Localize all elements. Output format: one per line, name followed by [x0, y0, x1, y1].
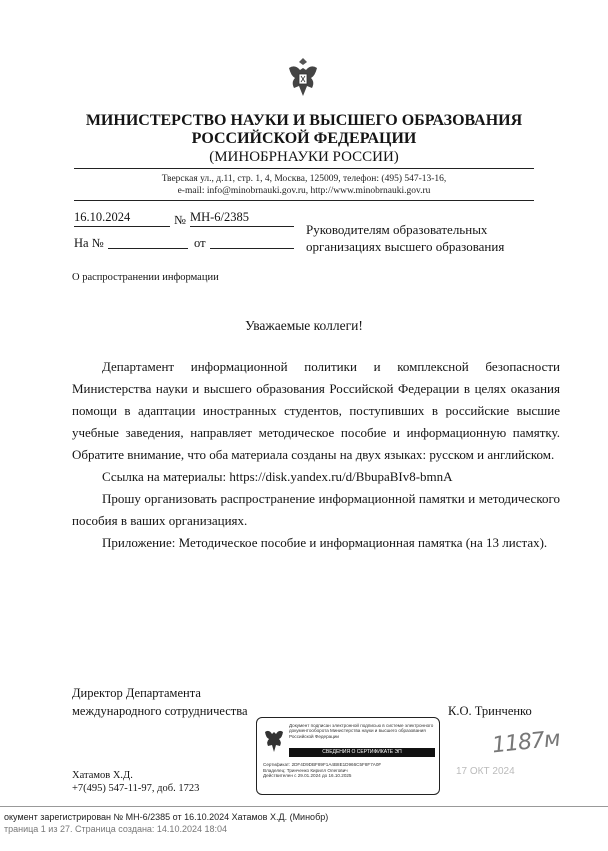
stamp-header-text: Документ подписан электронной подписью в системе электронного документооборота Министерства науки и высшего образования Российской Федерации: [289, 723, 434, 739]
reference-date-field: [210, 236, 294, 249]
stamp-details: [263, 762, 435, 779]
paragraph-request: Прошу организовать распространение информационной памятки и методического пособия в ваших организациях.: [72, 491, 560, 528]
org-name-short: (МИНОБРНАУКИ РОССИИ): [209, 149, 399, 165]
faint-received-date: 17 ОКТ 2024: [456, 766, 515, 777]
handwritten-number: 1187м: [490, 726, 561, 759]
paragraph-main: Департамент информационной политики и комплексной безопасности Министерства науки и высшего образования Российской Федерации в целях оказания помощи в адаптации иностранных студентов, поступивших в российские высшие учебные заведения, направляет методическое пособие и информационную памятку. Обратите внимание, что оба материала созданы на двух языках: русском и английском.: [72, 359, 560, 462]
stamp-validity: Действителен с 29.01.2024 до 16.10.2025: [263, 773, 352, 779]
paragraph-attachment: Приложение: Методическое пособие и информационная памятка (на 13 листах).: [102, 535, 548, 550]
coat-of-arms-emblem: [285, 56, 321, 100]
executor-name: Хатамов Х.Д.: [72, 770, 133, 781]
greeting: Уважаемые коллеги!: [245, 318, 363, 333]
reference-label: На №: [74, 236, 104, 250]
header-divider-bottom: [74, 200, 534, 201]
addressee-line2: организациях высшего образования: [306, 239, 505, 254]
stamp-certificate: Сертификат: 2DF4D9DBF89F1A4B8E1D966C5F8F7A0F: [263, 762, 382, 767]
org-address: Тверская ул., д.11, стр. 1, 4, Москва, 125009, телефон: (495) 547-13-16,: [161, 174, 447, 184]
footer-registration: окумент зарегистрирован № МН-6/2385 от 16.10.2024 Хатамов Х.Д. (Минобр): [4, 812, 329, 822]
registration-date: 16.10.2024: [74, 210, 170, 227]
signatory-title-line2: международного сотрудничества: [72, 704, 248, 718]
stamp-certificate-bar: СВЕДЕНИЯ О СЕРТИФИКАТЕ ЭП: [289, 748, 435, 757]
subject-line: О распространении информации: [72, 272, 219, 283]
signatory-title-line1: Директор Департамента: [72, 686, 201, 700]
org-name-line2: РОССИЙСКОЙ ФЕДЕРАЦИИ: [191, 130, 417, 147]
paragraph-link[interactable]: Ссылка на материалы: https://disk.yandex.ru/d/BbupaBIv8-bmnA: [102, 469, 453, 484]
letter-body: [72, 356, 560, 554]
registration-number-label: №: [174, 213, 186, 227]
stamp-emblem-icon: [263, 726, 285, 754]
signatory-name: К.О. Тринченко: [448, 704, 532, 718]
reference-date-label: от: [194, 236, 206, 250]
reference-number-field: [108, 236, 188, 249]
footer-page-info: траница 1 из 27. Страница создана: 14.10.2024 18:04: [4, 824, 227, 834]
registration-number: МН-6/2385: [190, 210, 294, 227]
org-name-line1: МИНИСТЕРСТВО НАУКИ И ВЫСШЕГО ОБРАЗОВАНИЯ: [85, 112, 523, 129]
footer-divider: [0, 806, 608, 807]
stamp-owner: Владелец: Тринченко Кирилл Олегович: [263, 767, 348, 773]
header-divider-top: [74, 168, 534, 169]
electronic-signature-stamp: [256, 717, 440, 795]
addressee-line1: Руководителям образовательных: [306, 222, 488, 237]
org-contacts: e-mail: info@minobrnauki.gov.ru, http://www.minobrnauki.gov.ru: [177, 186, 431, 196]
executor-phone: +7(495) 547-11-97, доб. 1723: [72, 783, 200, 794]
